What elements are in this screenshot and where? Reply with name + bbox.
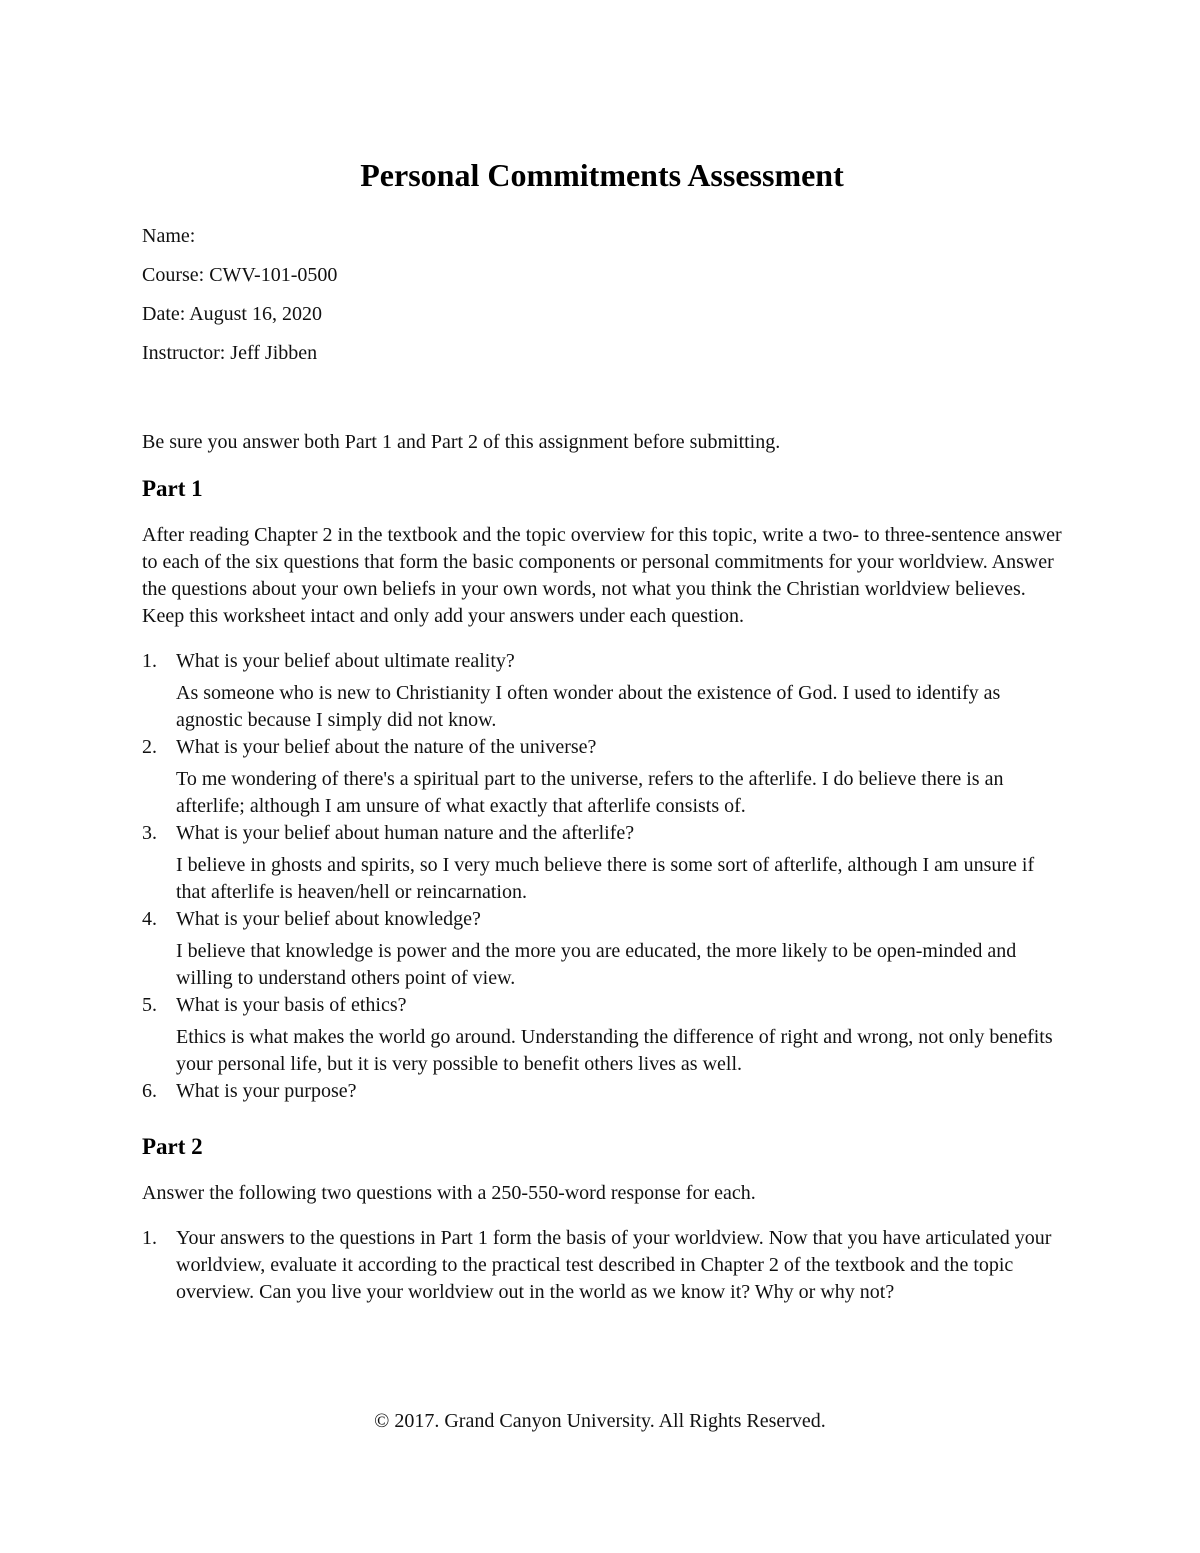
answer-text: Ethics is what makes the world go around. Understanding the difference of right and wrong, not only benefits your personal life, but it is very possible to benefit others lives as well. xyxy=(176,1026,1053,1075)
spacer xyxy=(142,379,1062,429)
part-2-question-item-1 xyxy=(142,1225,1062,1306)
name-line: Name: xyxy=(142,225,196,247)
question-text: What is your basis of ethics? xyxy=(176,994,407,1016)
question-text: What is your belief about human nature and the afterlife? xyxy=(176,822,635,844)
part-1-intro: After reading Chapter 2 in the textbook and the topic overview for this topic, write a two- to three-sentence answer to each of the six questions that form the basic components or personal commitments for your worldview. Answer the questions about your own beliefs in your own words, not what you think the Christian worldview believes. Keep this worksheet intact and only add your answers under each question. xyxy=(142,524,1062,627)
question-item-3 xyxy=(142,820,1062,906)
page-title: Personal Commitments Assessment xyxy=(360,157,844,193)
question-text: What is your purpose? xyxy=(176,1080,357,1102)
question-number: 5. xyxy=(142,994,157,1016)
document-body xyxy=(142,155,1062,1311)
instructor-line: Instructor: Jeff Jibben xyxy=(142,342,318,364)
question-item-4 xyxy=(142,906,1062,992)
answer-text: To me wondering of there's a spiritual part to the universe, refers to the afterlife. I do believe there is an afterlife; although I am unsure of what exactly that afterlife consists of. xyxy=(176,768,1004,817)
question-item-5 xyxy=(142,992,1062,1078)
spacer xyxy=(142,1110,1062,1132)
question-item-2 xyxy=(142,734,1062,820)
part-2-question-list xyxy=(142,1225,1062,1306)
answer-text: I believe that knowledge is power and the more you are educated, the more likely to be open-minded and willing to understand others point of view. xyxy=(176,940,1017,989)
part-1-question-list xyxy=(142,648,1062,1105)
question-number: 2. xyxy=(142,736,157,758)
question-text: What is your belief about ultimate reality? xyxy=(176,650,515,672)
question-number: 1. xyxy=(142,1227,157,1249)
student-info xyxy=(142,223,1062,367)
question-text: What is your belief about the nature of the universe? xyxy=(176,736,597,758)
copyright-footer: © 2017. Grand Canyon University. All Rights Reserved. xyxy=(374,1410,826,1432)
question-number: 3. xyxy=(142,822,157,844)
question-item-6 xyxy=(142,1078,1062,1105)
question-text: What is your belief about knowledge? xyxy=(176,908,481,930)
assignment-instruction: Be sure you answer both Part 1 and Part 2 of this assignment before submitting. xyxy=(142,431,781,453)
question-item-1 xyxy=(142,648,1062,734)
question-number: 6. xyxy=(142,1080,157,1102)
part-2-intro: Answer the following two questions with a 250-550-word response for each. xyxy=(142,1182,756,1204)
course-line: Course: CWV-101-0500 xyxy=(142,264,338,286)
date-line: Date: August 16, 2020 xyxy=(142,303,322,325)
question-text: Your answers to the questions in Part 1 form the basis of your worldview. Now that you have articulated your worldview, evaluate it according to the practical test described in Chapter 2 of the textbook and the topic overview. Can you live your worldview out in the world as we know it? Why or why not? xyxy=(176,1227,1052,1303)
answer-text: As someone who is new to Christianity I often wonder about the existence of God. I used to identify as agnostic because I simply did not know. xyxy=(176,682,1001,731)
question-number: 4. xyxy=(142,908,157,930)
part-1-heading: Part 1 xyxy=(142,476,203,501)
part-2-heading: Part 2 xyxy=(142,1134,203,1159)
question-number: 1. xyxy=(142,650,157,672)
answer-text: I believe in ghosts and spirits, so I very much believe there is some sort of afterlife, although I am unsure if that afterlife is heaven/hell or reincarnation. xyxy=(176,854,1035,903)
